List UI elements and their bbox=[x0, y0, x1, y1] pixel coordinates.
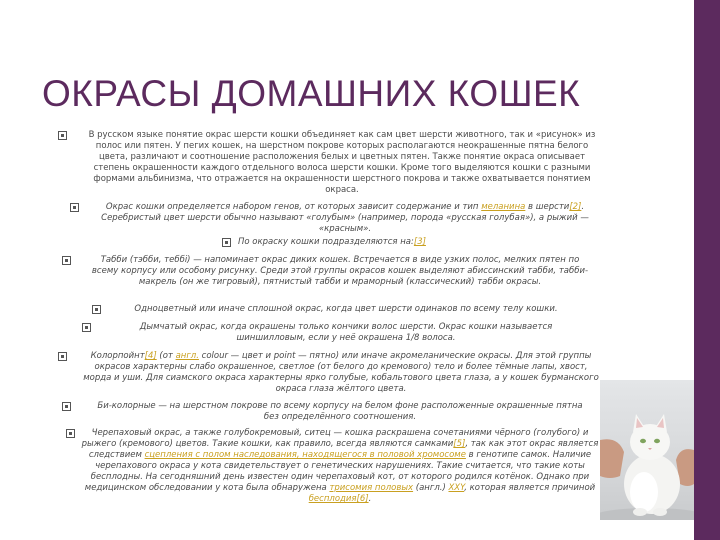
link-infertility[interactable]: бесплодия bbox=[308, 494, 357, 504]
bullet-icon bbox=[82, 323, 91, 332]
link-xxy[interactable]: XXY bbox=[448, 483, 465, 493]
paragraph-bicolor: Би-колорные — на шерстном покрове по всему корпусу на белом фоне расположенные окрашенные пятна без определённого соотношения. bbox=[97, 401, 583, 422]
paragraph-genes: Окрас кошки определяется набором генов, от которых зависит содержание и тип меланина в шерсти[2]. Серебристый цвет шерсти обычно называют «голубым» (например, порода «русская голубая»), а рыжий — «красным». bbox=[101, 202, 589, 234]
link-english[interactable]: англ. bbox=[175, 351, 199, 361]
bullet-icon bbox=[58, 131, 67, 140]
link-trisomy[interactable]: трисомия половых bbox=[329, 483, 414, 493]
paragraph-intro: В русском языке понятие окрас шерсти кошки объединяет как сам цвет шерсти животного, так и «рисунок» из полос или пятен. У пегих кошек, на шерстном покрове которых располагаются неокрашенные пятна белого цвета, различают и соотношение расположения белых и цветных пятен. Также понятие окраса описывает степень окрашенности каждого отдельного волоса шерсти кошки. Кроме того выделяются кошки с разными формами альбинизма, что отражается на окрашенности шерстного покрова и также охватывается понятием окраса. bbox=[88, 130, 596, 195]
paragraph-colorpoint: Колорпойнт[4] (от англ. colour — цвет и point — пятно) или иначе акромеланические окрасы. Для этой группы окрасов характерны слабо окрашенное, светлое (от белого до кремового) тело и более тёмные лапы, хвост, морда и уши. Для сиамского окраса характерны ярко голубые, кобальтового цвета глаза, а у кошек бурманского окраса глаза жёлтого цвета. bbox=[83, 351, 599, 394]
bullet-icon bbox=[62, 402, 71, 411]
bullet-icon bbox=[62, 256, 71, 265]
cat-photo bbox=[600, 380, 694, 520]
link-sex-linked[interactable]: сцепления с полом наследования, находящегося в половой хромосоме bbox=[144, 450, 466, 460]
paragraph-types-intro: По окраску кошки подразделяются на:[3] bbox=[238, 237, 426, 247]
ref-6[interactable]: [6] bbox=[356, 494, 369, 504]
paragraph-tortoiseshell: Черепаховый окрас, а также голубокремовый, ситец — кошка раскрашена сочетаниями чёрного (голубого) и рыжего (кремового) цветов. Такие кошки, как правило, всегда являются самками[5], так как этот окрас является следствием сцепления с полом наследования, находящегося в половой хромосоме в генотипе самок. Наличие черепахового окраса у кота свидетельствует о генетических нарушениях. Такие считается, что такие коты бесплодны. На сегодняшний день известен один черепаховый кот, от которого родился котёнок. Однако при медицинском обследовании у кота была обнаружена трисомия половых (англ.) XXY, которая является причиной бесплодия[6]. bbox=[81, 428, 599, 504]
bullet-icon bbox=[92, 305, 101, 314]
paragraph-tabby: Табби (тэбби, теббі) — напоминает окрас диких кошек. Встречается в виде узких полос, мелких пятен по всему корпусу или особому рисунку. Среди этой группы окрасов кошек выделяют абиссинский табби, табби-макрель (он же тигровый), пятнистый табби и мраморный (классический) табби окрасы. bbox=[91, 255, 589, 287]
ref-5[interactable]: [5] bbox=[453, 439, 466, 449]
bullet-icon bbox=[66, 429, 75, 438]
page-title: ОКРАСЫ ДОМАШНИХ КОШЕК bbox=[42, 73, 581, 114]
side-accent-bar bbox=[694, 0, 720, 540]
bullet-icon bbox=[58, 352, 67, 361]
paragraph-smoke: Дымчатый окрас, когда окрашены только кончики волос шерсти. Окрас кошки называется шиншилловым, если у неё окрашена 1/8 волоса. bbox=[139, 322, 553, 343]
paragraph-solid: Одноцветный или иначе сплошной окрас, когда цвет шерсти одинаков по всему телу кошки. bbox=[134, 304, 558, 314]
ref-2[interactable]: [2] bbox=[569, 202, 582, 212]
ref-3[interactable]: [3] bbox=[413, 237, 426, 247]
link-melanin[interactable]: меланина bbox=[481, 202, 526, 212]
ref-4[interactable]: [4] bbox=[144, 351, 157, 361]
white-cat-image bbox=[600, 380, 694, 520]
bullet-icon bbox=[222, 238, 231, 247]
bullet-icon bbox=[70, 203, 79, 212]
title-reflection bbox=[44, 106, 574, 116]
